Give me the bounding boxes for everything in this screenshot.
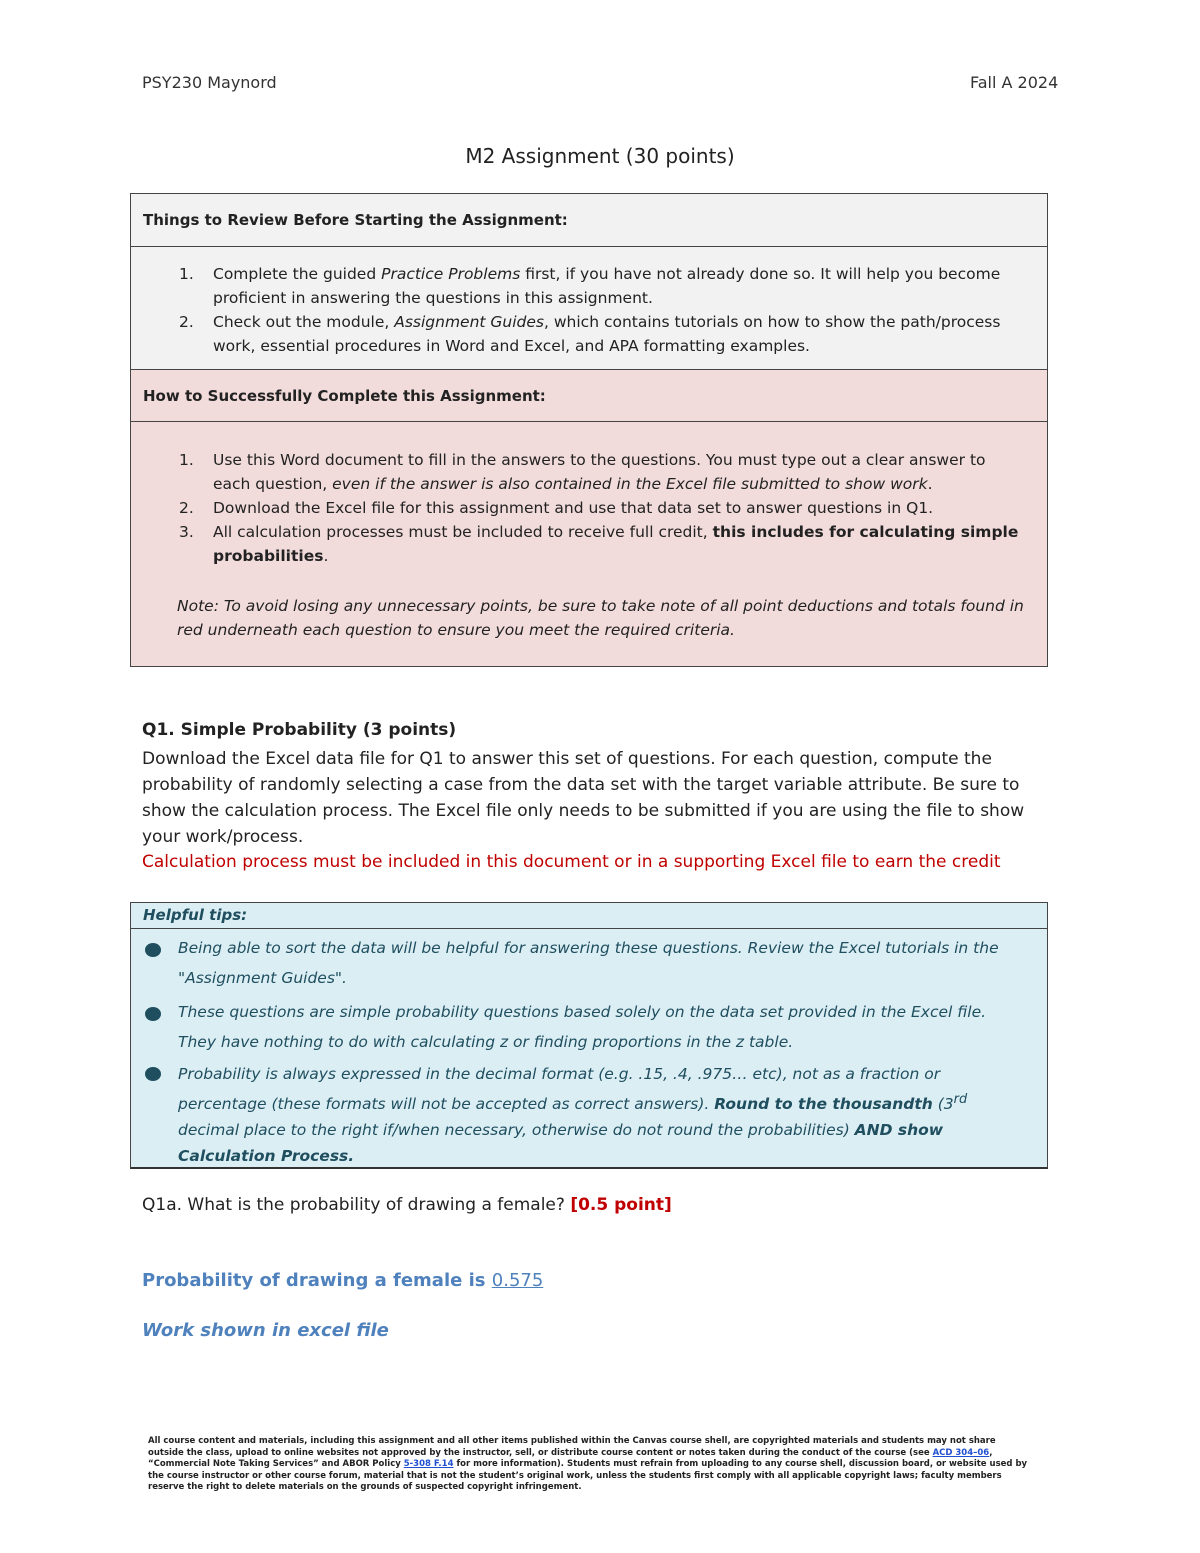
howto-note: Note: To avoid losing any unnecessary points, be sure to take note of all point deductions and totals found in red underneath each question to ensure you meet the required criteria. [177, 597, 1024, 639]
tip-text-2: These questions are simple probability questions based solely on the data set provided in the Excel file. They have nothing to do with calculating z or finding proportions in the z table. [178, 1003, 987, 1051]
howto-item-1-text: Use this Word document to fill in the answers to the questions. You must type out a clear answer to each question, [213, 451, 986, 493]
q1-requirement-note: Calculation process must be included in this document or in a supporting Excel file to earn the credit [142, 852, 1001, 872]
footer-text-3: for more information). Students must refrain from uploading to any course shell, discussion board, or website used by the course instructor or other course forum, material that is not the student’s original work, unless the students first comply with all applicable copyright laws; faculty members reserve the right to delete materials on the grounds of suspected copyright infringement. [148, 1459, 1028, 1492]
helpful-tips-box [130, 902, 1048, 1169]
howto-list [131, 422, 1047, 568]
q1a-answer [142, 1270, 543, 1291]
acd-policy-link[interactable]: ACD 304–06 [932, 1447, 990, 1458]
review-item-1-text: Complete the guided [213, 265, 382, 283]
list-number: 2. [179, 313, 194, 331]
footer-text-1: All course content and materials, including this assignment and all other items published within the Canvas course shell, are copyrighted materials and students may not share outside the class, upload to online websites not approved by the instructor, sell, or distribute course content or notes taken during the conduct of the course (see [148, 1436, 996, 1458]
howto-heading: How to Successfully Complete this Assignment: [143, 387, 546, 405]
tip-3-bold-process: AND show Calculation Process. [178, 1121, 944, 1166]
bullet-icon [145, 943, 161, 957]
q1a-answer-value: 0.575 [491, 1270, 544, 1291]
review-item-2-text: Check out the module, [213, 313, 395, 331]
tips-list [131, 933, 1047, 1173]
page-title: M2 Assignment (30 points) [465, 144, 735, 168]
tip-text-3: Probability is always expressed in the decimal format (e.g. .15, .4, .975… etc), not as a fraction or percentage (these formats will not be accepted as correct answers). [178, 1065, 941, 1114]
bullet-icon [145, 1067, 161, 1081]
instructions-box [130, 193, 1048, 667]
review-item-2-text-end: , which contains tutorials on how to show the path/process work, essential procedures in Word and Excel, and APA formatting examples. [213, 313, 1001, 355]
tip-3-text-cont: (3 [932, 1095, 954, 1114]
howto-item-3 [131, 520, 1047, 568]
bullet-icon [145, 1007, 161, 1021]
assignment-guides-ref: Assignment Guides [394, 313, 545, 331]
q1a-question [142, 1195, 672, 1215]
review-heading-row [131, 194, 1047, 247]
q1-description: Download the Excel data file for Q1 to answer this set of questions. For each question, compute the probability of randomly selecting a case from the data set with the target variable attribute. Be sure to show the calculation process. The Excel file only needs to be submitted if you are using the file to show your work/process. [142, 749, 1025, 847]
howto-item-1-end: . [927, 475, 933, 493]
howto-heading-row [131, 370, 1047, 422]
review-item-1-text-end: first, if you have not already done so. It will help you become proficient in answering the questions in this assignment. [213, 265, 1001, 307]
list-number: 1. [179, 451, 194, 469]
tip-item-1 [131, 933, 1047, 993]
list-number: 2. [179, 499, 194, 517]
review-item-1 [131, 262, 1047, 310]
tip-item-3 [131, 1061, 1047, 1169]
howto-item-1 [131, 448, 1047, 496]
howto-item-3-text: All calculation processes must be included to receive full credit, [213, 523, 713, 541]
tips-heading: Helpful tips: [131, 903, 1047, 929]
list-number: 3. [179, 523, 194, 541]
tip-3-text-cont-2: decimal place to the right if/when necessary, otherwise do not round the probabilities) [178, 1121, 855, 1140]
tip-3-superscript: rd [953, 1092, 968, 1107]
list-number: 1. [179, 265, 194, 283]
copyright-footer [148, 1436, 1028, 1494]
q1a-points: [0.5 point] [570, 1195, 672, 1215]
howto-list-row [131, 422, 1047, 666]
review-item-2 [131, 310, 1047, 358]
q1a-work-note: Work shown in excel file [142, 1320, 389, 1341]
q1-heading: Q1. Simple Probability (3 points) [142, 720, 457, 740]
footer-text-2: , “Commercial Note Taking Services” and ABOR Policy [148, 1447, 993, 1469]
tip-item-2 [131, 997, 1047, 1057]
howto-item-2 [131, 496, 1047, 520]
review-heading: Things to Review Before Starting the Assignment: [143, 211, 568, 229]
howto-item-1-emphasis: even if the answer is also contained in the Excel file submitted to show work [332, 475, 928, 493]
review-list-row [131, 247, 1047, 370]
practice-problems-ref: Practice Problems [381, 265, 521, 283]
howto-item-2-text: Download the Excel file for this assignment and use that data set to answer questions in Q1. [213, 499, 934, 517]
header-course: PSY230 Maynord [142, 73, 277, 92]
howto-item-3-end: . [323, 547, 329, 565]
tip-text-1: Being able to sort the data will be helpful for answering these questions. Review the Excel tutorials in the "Assignment Guides". [178, 939, 999, 987]
header-term: Fall A 2024 [970, 73, 1059, 92]
q1a-question-text: Q1a. What is the probability of drawing a female? [142, 1195, 571, 1215]
review-list [131, 247, 1047, 358]
q1a-answer-text: Probability of drawing a female is [142, 1270, 492, 1291]
howto-item-3-bold: this includes for calculating simple probabilities [213, 523, 1019, 565]
tip-3-bold-rounding: Round to the thousandth [714, 1095, 933, 1114]
abor-policy-link[interactable]: 5-308 F.14 [403, 1459, 454, 1469]
